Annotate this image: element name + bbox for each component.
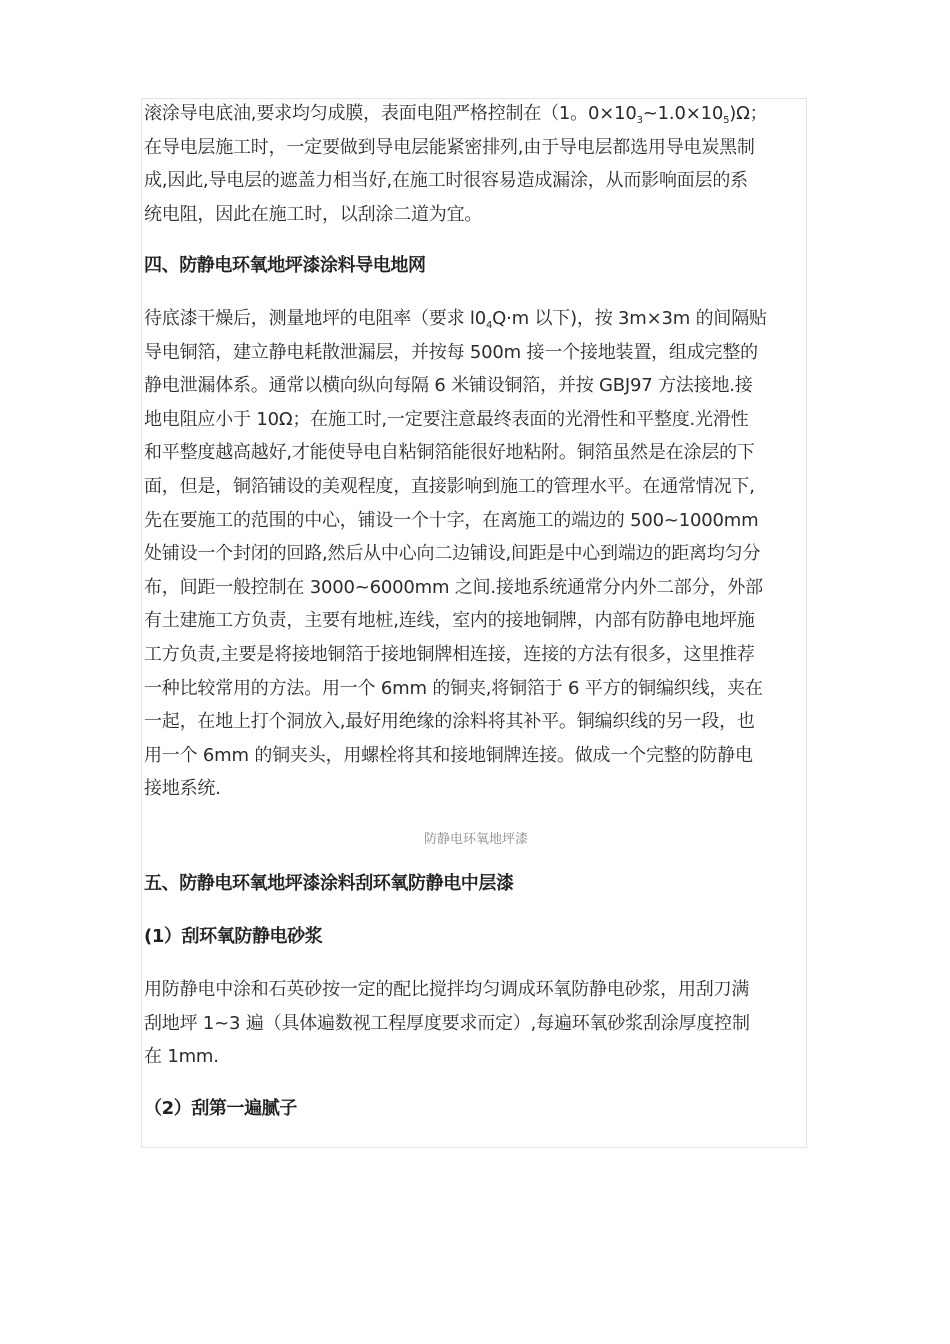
text-line: 用防静电中涂和石英砂按一定的配比搅拌均匀调成环氧防静电砂浆，用刮刀满 <box>144 979 750 1000</box>
section-heading-5: 五、防静电环氧地坪漆涂料刮环氧防静电中层漆 <box>144 873 514 894</box>
text-line: 一种比较常用的方法。用一个 6mm 的铜夹,将铜箔于 6 平方的铜编织线，夹在 <box>144 677 763 699</box>
text-line: 静电泄漏体系。通常以横向纵向每隔 6 米铺设铜箔，并按 GBJ97 方法接地.接 <box>144 375 753 397</box>
text-line: 统电阻，因此在施工时，以刮涂二道为宜。 <box>144 203 483 225</box>
text-span: ~1.0×10 <box>642 103 724 124</box>
text-span: 待底漆干燥后，测量地坪的电阻率（要求 l0 <box>144 308 486 329</box>
subsection-heading-2: （2）刮第一遍腻子 <box>144 1098 297 1119</box>
text-line: 先在要施工的范围的中心，铺设一个十字，在离施工的端边的 500~1000mm <box>144 509 759 531</box>
text-span: )Ω； <box>729 103 768 124</box>
text-line: 和平整度越高越好,才能使导电自粘铜箔能很好地粘附。铜箔虽然是在涂层的下 <box>144 442 755 464</box>
text-line <box>144 302 767 336</box>
subscript: 5 <box>723 115 730 126</box>
paragraph-antistatic-mortar <box>144 973 750 1074</box>
text-line: 工方负责,主要是将接地铜箔于接地铜牌相连接，连接的方法有很多，这里推荐 <box>144 643 755 665</box>
text-line: 处铺设一个封闭的回路,然后从中心向二边铺设,间距是中心到端边的距离均匀分 <box>144 543 761 565</box>
text-line: 在导电层施工时，一定要做到导电层能紧密排列,由于导电层都选用导电炭黑制 <box>144 136 755 158</box>
text-line: 导电铜箔，建立静电耗散泄漏层，并按每 500m 接一个接地装置，组成完整的 <box>144 341 758 363</box>
text-line: 用一个 6mm 的铜夹头，用螺栓将其和接地铜牌连接。做成一个完整的防静电 <box>144 744 753 766</box>
text-line: 有土建施工方负责，主要有地桩,连线，室内的接地铜牌，内部有防静电地坪施 <box>144 610 755 632</box>
text-line: 在 1mm. <box>144 1046 219 1068</box>
text-span: Q·m 以下)，按 3m×3m 的间隔贴 <box>492 308 767 329</box>
section-heading-4: 四、防静电环氧地坪漆涂料导电地网 <box>144 255 426 276</box>
text-line: 地电阻应小于 10Ω；在施工时,一定要注意最终表面的光滑性和平整度.光滑性 <box>144 408 749 430</box>
text-line: 面，但是，铜箔铺设的美观程度，直接影响到施工的管理水平。在通常情况下, <box>144 475 755 497</box>
text-line <box>144 97 767 131</box>
image-caption: 防静电环氧地坪漆 <box>423 832 528 847</box>
paragraph-grounding-grid <box>144 302 767 806</box>
text-line: 接地系统. <box>144 778 221 800</box>
paragraph-conductive-primer <box>144 97 767 231</box>
text-line: 一起，在地上打个洞放入,最好用绝缘的涂料将其补平。铜编织线的另一段，也 <box>144 711 755 733</box>
text-line: 刮地坪 1~3 遍（具体遍数视工程厚度要求而定）,每遍环氧砂浆刮涂厚度控制 <box>144 1012 750 1034</box>
subscript: 3 <box>636 115 643 126</box>
subsection-heading-1: (1）刮环氧防静电砂浆 <box>144 926 323 947</box>
subscript: 4 <box>485 320 493 331</box>
text-line: 成,因此,导电层的遮盖力相当好,在施工时很容易造成漏涂，从而影响面层的系 <box>144 170 748 192</box>
text-span: 滚涂导电底油,要求均匀成膜，表面电阻严格控制在（1。0×10 <box>144 103 637 124</box>
text-line: 布，间距一般控制在 3000~6000mm 之间.接地系统通常分内外二部分，外部 <box>144 576 763 598</box>
